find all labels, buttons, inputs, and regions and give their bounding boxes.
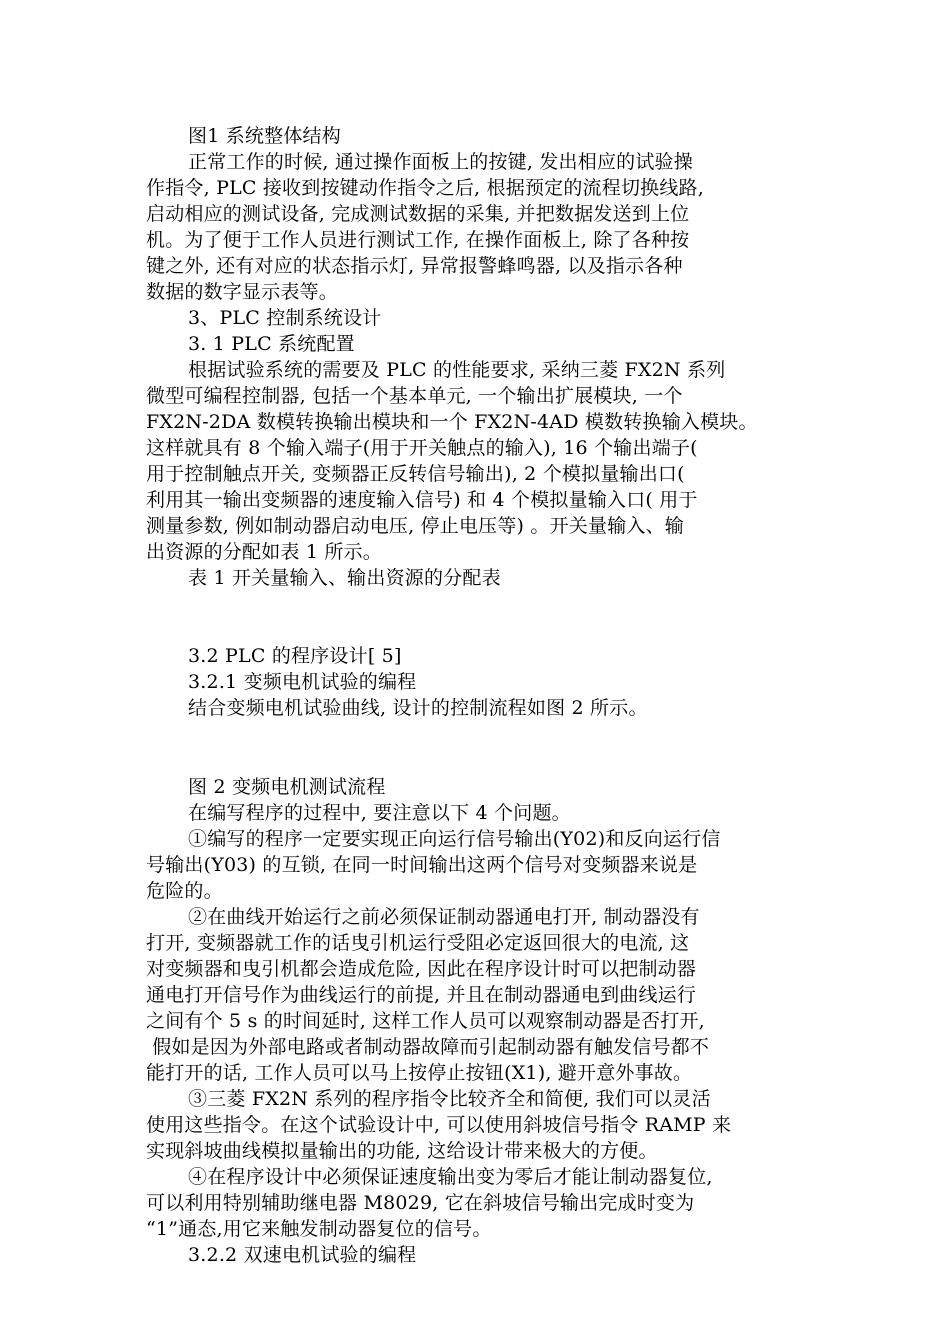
subsubsection-heading: 3.2.2 双速电机试验的编程 bbox=[188, 1244, 417, 1266]
subsubsection-heading: 3.2.1 变频电机试验的编程 bbox=[188, 671, 417, 693]
paragraph-line: 正常工作的时候, 通过操作面板上的按键, 发出相应的试验操 bbox=[188, 151, 693, 173]
paragraph-line: 数据的数字显示表等。 bbox=[146, 281, 339, 303]
paragraph-line: 用于控制触点开关, 变频器正反转信号输出), 2 个模拟量输出口( bbox=[146, 463, 685, 485]
paragraph-line: 这样就具有 8 个输入端子(用于开关触点的输入), 16 个输出端子( bbox=[146, 437, 698, 459]
paragraph-line: 对变频器和曳引机都会造成危险, 因此在程序设计时可以把制动器 bbox=[146, 958, 697, 980]
paragraph-line: 测量参数, 例如制动器启动电压, 停止电压等) 。开关量输入、输 bbox=[146, 515, 685, 537]
paragraph-line: “1”通态,用它来触发制动器复位的信号。 bbox=[146, 1218, 492, 1240]
paragraph-line: 实现斜坡曲线模拟量输出的功能, 这给设计带来极大的方便。 bbox=[146, 1140, 658, 1162]
paragraph-line: 在编写程序的过程中, 要注意以下 4 个问题。 bbox=[188, 802, 571, 824]
figure-1-caption: 图1 系统整体结构 bbox=[188, 125, 341, 147]
paragraph-line: 根据试验系统的需要及 PLC 的性能要求, 采纳三菱 FX2N 系列 bbox=[188, 359, 726, 381]
paragraph-line: 结合变频电机试验曲线, 设计的控制流程如图 2 所示。 bbox=[188, 697, 648, 719]
paragraph-line: 号输出(Y03) 的互锁, 在同一时间输出这两个信号对变频器来说是 bbox=[146, 854, 698, 876]
table-1-caption: 表 1 开关量输入、输出资源的分配表 bbox=[188, 567, 501, 589]
figure-2-caption: 图 2 变频电机测试流程 bbox=[188, 776, 386, 798]
paragraph-line: ①编写的程序一定要实现正向运行信号输出(Y02)和反向运行信 bbox=[188, 828, 721, 850]
paragraph-line: 可以利用特别辅助继电器 M8029, 它在斜坡信号输出完成时变为 bbox=[146, 1192, 695, 1214]
subsection-heading: 3. 1 PLC 系统配置 bbox=[188, 333, 355, 355]
subsection-heading: 3.2 PLC 的程序设计[ 5] bbox=[188, 645, 402, 667]
paragraph-line: ②在曲线开始运行之前必须保证制动器通电打开, 制动器没有 bbox=[188, 906, 700, 928]
paragraph-line: 打开, 变频器就工作的话曳引机运行受阻必定返回很大的电流, 这 bbox=[146, 932, 690, 954]
paragraph-line: 出资源的分配如表 1 所示。 bbox=[146, 541, 382, 563]
paragraph-line: 机。为了便于工作人员进行测试工作, 在操作面板上, 除了各种按 bbox=[146, 229, 690, 251]
paragraph-line: 键之外, 还有对应的状态指示灯, 异常报警蜂鸣器, 以及指示各种 bbox=[146, 255, 683, 277]
paragraph-line: 利用其一输出变频器的速度输入信号) 和 4 个模拟量输入口( 用于 bbox=[146, 489, 698, 511]
section-heading: 3、PLC 控制系统设计 bbox=[188, 307, 382, 329]
paragraph-line: 作指令, PLC 接收到按键动作指令之后, 根据预定的流程切换线路, bbox=[146, 177, 704, 199]
paragraph-line: ④在程序设计中必须保证速度输出变为零后才能让制动器复位, bbox=[188, 1166, 713, 1188]
paragraph-line: 使用这些指令。在这个试验设计中, 可以使用斜坡信号指令 RAMP 来 bbox=[146, 1114, 732, 1136]
paragraph-line: 微型可编程控制器, 包括一个基本单元, 一个输出扩展模块, 一个 bbox=[146, 385, 683, 407]
paragraph-line: 启动相应的测试设备, 完成测试数据的采集, 并把数据发送到上位 bbox=[146, 203, 690, 225]
paragraph-line: 假如是因为外部电路或者制动器故障而引起制动器有触发信号都不 bbox=[146, 1036, 710, 1058]
paragraph-line: 之间有个 5 s 的时间延时, 这样工作人员可以观察制动器是否打开, bbox=[146, 1010, 705, 1032]
paragraph-line: 能打开的话, 工作人员可以马上按停止按钮(X1), 避开意外事故。 bbox=[146, 1062, 693, 1084]
paragraph-line: 危险的。 bbox=[146, 880, 223, 902]
paragraph-line: 通电打开信号作为曲线运行的前提, 并且在制动器通电到曲线运行 bbox=[146, 984, 697, 1006]
paragraph-line: FX2N-2DA 数模转换输出模块和一个 FX2N-4AD 模数转换输入模块。 bbox=[146, 411, 758, 433]
paragraph-line: ③三菱 FX2N 系列的程序指令比较齐全和简便, 我们可以灵活 bbox=[188, 1088, 711, 1110]
